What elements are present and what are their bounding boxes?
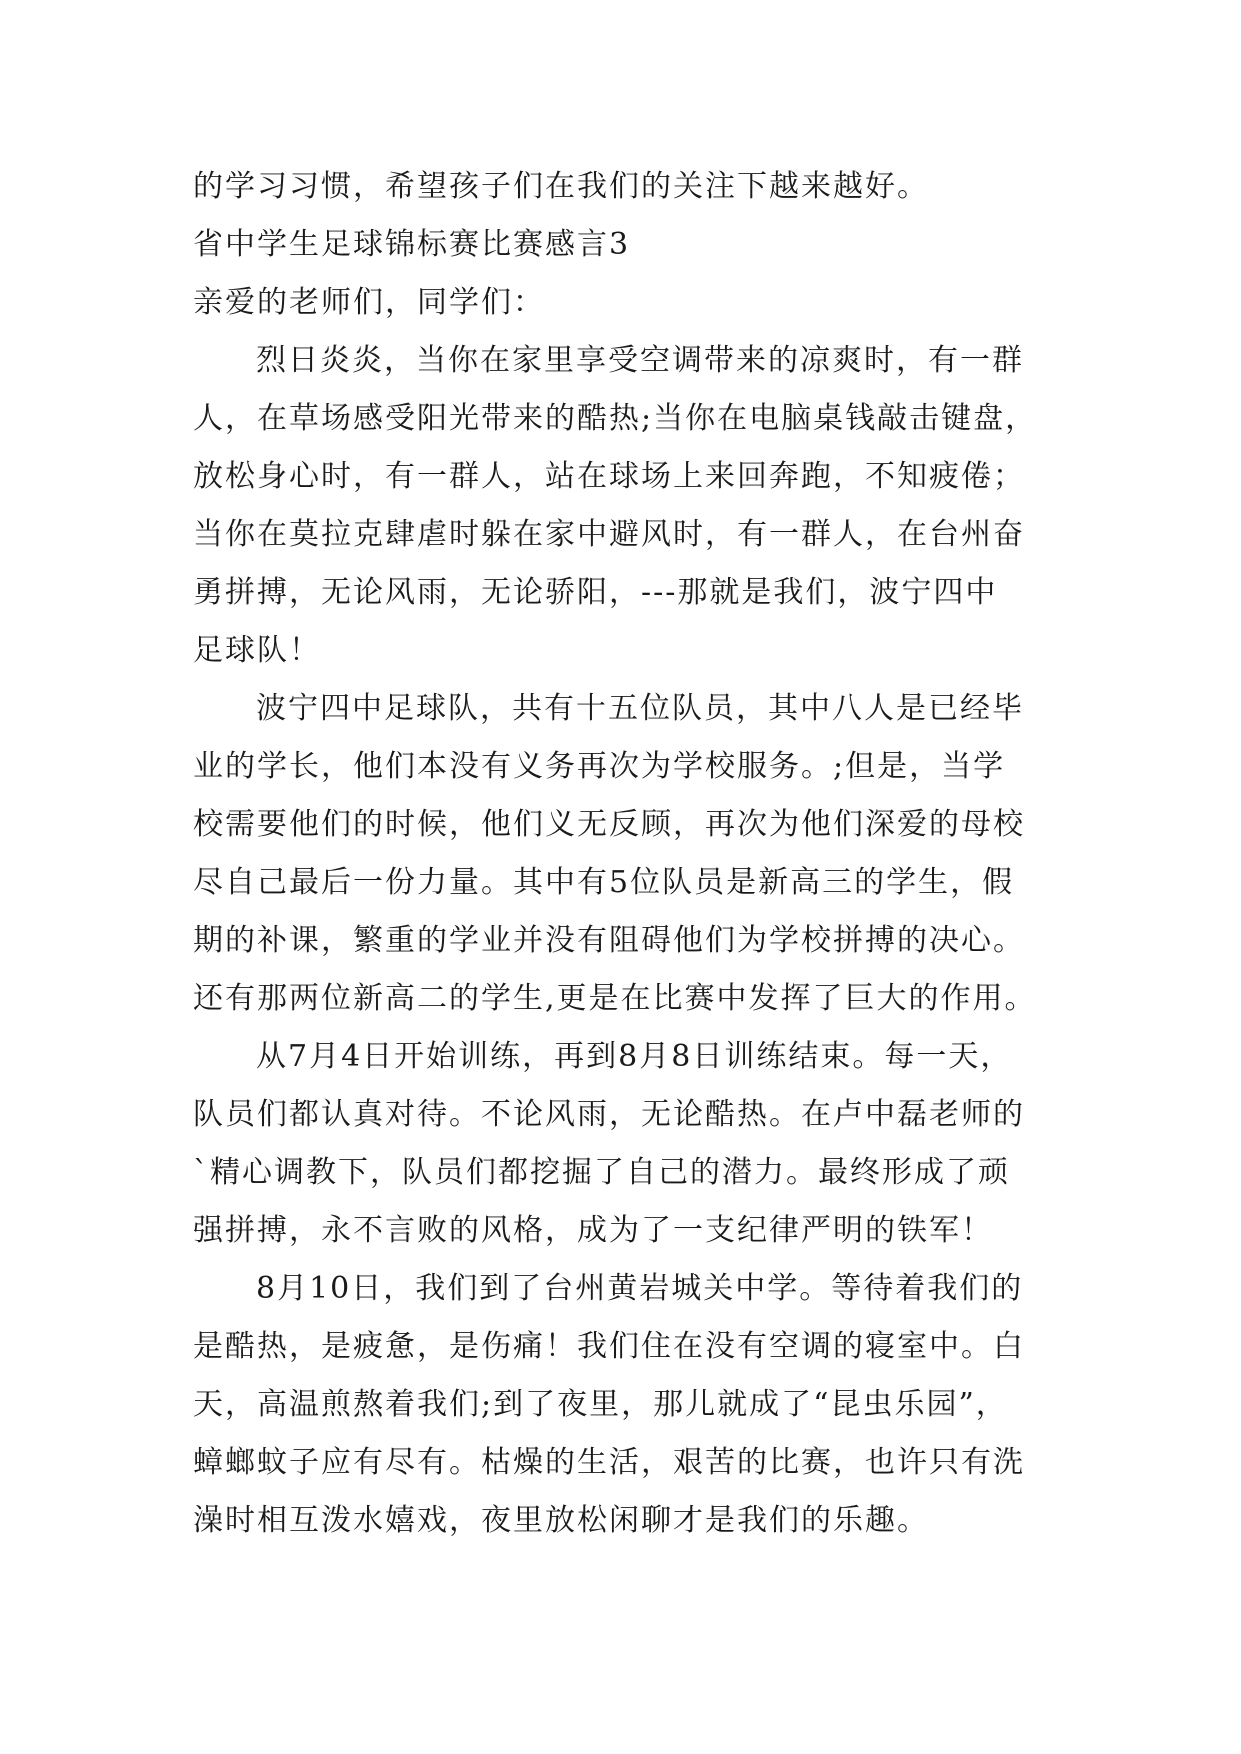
text-line: 足球队！ [193,633,321,668]
text-line: 人，在草场感受阳光带来的酷热;当你在电脑桌钱敲击键盘， [193,401,1038,436]
text-line: 还有那两位新高二的学生,更是在比赛中发挥了巨大的作用。 [193,981,1037,1016]
text-line: 蟑螂蚊子应有尽有。枯燥的生活，艰苦的比赛，也许只有洗 [193,1445,1025,1480]
text-line: 队员们都认真对待。不论风雨，无论酷热。在卢中磊老师的 [193,1097,1025,1132]
text-line: 是酷热，是疲惫，是伤痛！我们住在没有空调的寝室中。白 [193,1329,1025,1364]
text-line: 当你在莫拉克肆虐时躲在家中避风时，有一群人，在台州奋 [193,517,1025,552]
paragraph-start: 8月10日，我们到了台州黄岩城关中学。等待着我们的 [256,1271,1024,1306]
salutation: 亲爱的老师们，同学们： [193,285,545,320]
paragraph-start: 波宁四中足球队，共有十五位队员，其中八人是已经毕 [256,691,1024,726]
text-line: 勇拼搏，无论风雨，无论骄阳，---那就是我们，波宁四中 [193,575,998,610]
text-line: 放松身心时，有一群人，站在球场上来回奔跑，不知疲倦； [193,459,1025,494]
text-line: 尽自己最后一份力量。其中有5位队员是新高三的学生，假 [193,865,1015,900]
section-title: 省中学生足球锦标赛比赛感言3 [193,227,631,262]
document-body [193,158,1073,1550]
text-line: `精心调教下，队员们都挖掘了自己的潜力。最终形成了顽 [193,1155,1010,1190]
text-line: 校需要他们的时候，他们义无反顾，再次为他们深爱的母校 [193,807,1025,842]
paragraph-start: 从7月4日开始训练，再到8月8日训练结束。每一天， [256,1039,1013,1074]
text-line: 业的学长，他们本没有义务再次为学校服务。;但是，当学 [193,749,1006,784]
text-line: 天，高温煎熬着我们;到了夜里，那儿就成了“昆虫乐园”， [193,1387,1008,1422]
text-line: 强拼搏，永不言败的风格，成为了一支纪律严明的铁军！ [193,1213,993,1248]
text-line: 期的补课，繁重的学业并没有阻碍他们为学校拼搏的决心。 [193,923,1025,958]
paragraph-start: 烈日炎炎，当你在家里享受空调带来的凉爽时，有一群 [256,343,1024,378]
text-line: 的学习习惯，希望孩子们在我们的关注下越来越好。 [193,169,929,204]
text-line: 澡时相互泼水嬉戏，夜里放松闲聊才是我们的乐趣。 [193,1503,929,1538]
